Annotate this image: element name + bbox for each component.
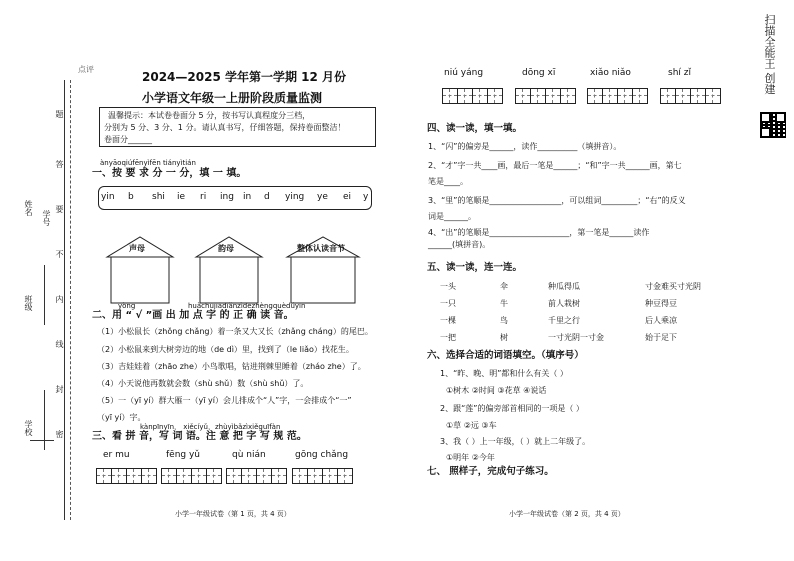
qr-code-icon <box>760 112 786 138</box>
seal-char: 密 <box>55 430 64 438</box>
q6-item: 3、我（ ）上一年级，（ ）就上二年级了。 <box>440 437 591 446</box>
grid-cell[interactable] <box>530 88 546 104</box>
seal-char: 内 <box>55 295 64 303</box>
qr-finder <box>775 112 786 123</box>
grid-cell[interactable] <box>487 88 503 104</box>
exam-subtitle: 小学语文年级一上册阶段质量监测 <box>142 91 323 105</box>
house-label: 韵母 <box>218 244 234 253</box>
notice-box <box>99 107 376 147</box>
syllable-item: in <box>243 192 252 202</box>
binding-line <box>64 80 65 520</box>
syllable-item: y <box>363 192 369 202</box>
syllable-item: ri <box>200 192 207 202</box>
binding-line-dashed <box>70 80 71 520</box>
grid-cell[interactable] <box>587 88 603 104</box>
match-cell[interactable]: 伞 <box>500 282 508 291</box>
school-line <box>44 390 45 450</box>
syllable-item: d <box>264 192 270 202</box>
scanner-watermark: 扫描全能王 创建 <box>763 14 776 95</box>
q2-pinyin: huàchūjiādiǎnzìdezhèngquèdúyīn <box>188 302 306 310</box>
q1-title: 一、按 要 求 分 一 分，填 一 填。 <box>92 168 247 179</box>
grid-cell[interactable] <box>632 88 648 104</box>
top-pinyin: xiǎo niǎo <box>590 68 631 78</box>
binding-label-class: 班级 <box>24 295 33 311</box>
q6-item: 2、跟“莲”的偏旁部首相同的一项是（ ） <box>440 404 584 413</box>
seal-char: 不 <box>55 250 64 258</box>
q6-item: ①树木 ②时间 ③花草 ④说话 <box>446 386 547 395</box>
q3-pinyin: kànpīnyīn， xiěcíyǔ，zhùyìbǎzìxiěguīfàn <box>140 423 281 431</box>
q2-item: （3）吉娃娃着（zhāo zhe）小鸟歌唱，钻进荆棘里睡着（zháo zhe）了。 <box>97 362 366 371</box>
grid-cell[interactable] <box>322 468 338 484</box>
writing-grid[interactable] <box>515 88 575 104</box>
top-pinyin: niú yáng <box>444 68 484 78</box>
grid-cell[interactable] <box>472 88 488 104</box>
grid-cell[interactable] <box>292 468 308 484</box>
q2-pinyin: yòng <box>118 302 136 310</box>
notice-line: 温馨提示：本试卷卷面分 5 分，按书写认真程度分三档， <box>108 111 311 120</box>
writing-grid[interactable] <box>226 468 286 484</box>
grid-cell[interactable] <box>307 468 323 484</box>
match-cell[interactable]: 牛 <box>500 299 508 308</box>
q2-item: （2）小松鼠来到大树旁边的地（de dì）里，找到了（le liǎo）找花生。 <box>97 345 354 354</box>
q2-item: （yī yí）字。 <box>97 413 146 422</box>
seal-char: 题 <box>55 110 64 118</box>
grid-cell[interactable] <box>206 468 222 484</box>
writing-grid[interactable] <box>587 88 647 104</box>
footer-right: 小学一年级试卷（第 2 页，共 4 页） <box>509 510 625 518</box>
grid-cell[interactable] <box>337 468 353 484</box>
grid-cell[interactable] <box>176 468 192 484</box>
syllable-item: shi <box>152 192 165 202</box>
q3-title: 三、看 拼 音，写 词 语。注 意 把 字 写 规 范。 <box>92 431 307 442</box>
syllable-bar <box>98 186 372 210</box>
grid-cell[interactable] <box>161 468 177 484</box>
q1-pinyin: ànyāoqiúfēnyìfēn tiányìtián <box>100 159 196 167</box>
seal-char: 封 <box>55 385 64 393</box>
grid-cell[interactable] <box>660 88 676 104</box>
q4-item: 4、“出”的笔顺是____________________，第一笔是______读作 <box>428 228 650 237</box>
grid-cell[interactable] <box>271 468 287 484</box>
match-cell[interactable]: 一只 <box>440 299 456 308</box>
syllable-item: ei <box>343 192 352 202</box>
seal-char: 答 <box>55 160 64 168</box>
grid-cell[interactable] <box>705 88 721 104</box>
q2-item: （5）一（yī yí）群大雁一（yī yí）会儿排成个“人”字，一会排成个“一” <box>97 396 352 405</box>
syllable-item: ing <box>220 192 234 202</box>
match-cell[interactable]: 千里之行 <box>548 316 580 325</box>
house-initials <box>105 235 175 309</box>
q3-word-pinyin: gōng chǎng <box>295 450 349 460</box>
q7-title: 七、 照样子，完成句子练习。 <box>427 466 554 477</box>
binding-label-name: 姓名 <box>24 200 33 216</box>
grid-cell[interactable] <box>545 88 561 104</box>
q4-item: 3、“里”的笔顺是__________________，可以组词_________；“右”的反义 <box>428 196 686 205</box>
q2-item: （4）小天说他再数就会数（shù shǔ）数（shù shǔ）了。 <box>97 379 309 388</box>
house-finals <box>194 235 264 309</box>
qr-finder <box>760 112 771 123</box>
grid-cell[interactable] <box>560 88 576 104</box>
q4-item: 笔是____。 <box>428 177 468 186</box>
grid-cell[interactable] <box>690 88 706 104</box>
syllable-item: ie <box>177 192 186 202</box>
grid-cell[interactable] <box>96 468 112 484</box>
grid-cell[interactable] <box>141 468 157 484</box>
grid-cell[interactable] <box>457 88 473 104</box>
syllable-item: b <box>128 192 134 202</box>
q3-word-pinyin: fēng yǔ <box>166 450 201 460</box>
writing-grid[interactable] <box>442 88 502 104</box>
q6-item: ①明年 ②今年 <box>446 453 495 462</box>
match-cell[interactable]: 一头 <box>440 282 456 291</box>
binding-label-id: 学号 <box>42 210 51 226</box>
notice-line: 分别为 5 分、3 分、1 分。请认真书写，仔细答题，保持卷面整洁！ <box>104 123 346 132</box>
q6-title: 六、选择合适的词语填空。（填序号） <box>427 350 584 361</box>
house-label: 声母 <box>129 244 145 253</box>
match-cell[interactable]: 种瓜得瓜 <box>548 282 580 291</box>
footer-left: 小学一年级试卷（第 1 页，共 4 页） <box>175 510 291 518</box>
match-cell[interactable]: 前人栽树 <box>548 299 580 308</box>
grid-cell[interactable] <box>256 468 272 484</box>
grid-cell[interactable] <box>191 468 207 484</box>
corner-mark: 点评 <box>78 65 94 74</box>
q3-word-pinyin: er mu <box>103 450 130 460</box>
match-cell[interactable]: 寸金难买寸光阴 <box>645 282 701 291</box>
q5-title: 五、读一读，连一连。 <box>427 262 523 273</box>
grid-cell[interactable] <box>226 468 242 484</box>
match-cell[interactable]: 后人乘凉 <box>645 316 677 325</box>
top-pinyin: dōng xī <box>522 68 556 78</box>
school-underline <box>30 440 54 441</box>
qr-finder <box>760 127 771 138</box>
grid-cell[interactable] <box>126 468 142 484</box>
match-cell[interactable]: 始于足下 <box>645 333 677 342</box>
match-cell[interactable]: 一把 <box>440 333 456 342</box>
q2-title: 二、用 “ √ ”画 出 加 点 字 的 正 确 读 音。 <box>92 310 294 321</box>
match-cell[interactable]: 种豆得豆 <box>645 299 677 308</box>
binding-label-school: 学校 <box>24 420 33 436</box>
seal-char: 线 <box>55 340 64 348</box>
q4-title: 四、读一读，填一填。 <box>427 123 523 134</box>
q4-item: 词是______。 <box>428 212 476 221</box>
q4-item: 2、“才”字一共____画，最后一笔是______；“和”字一共______画，第七 <box>428 161 682 170</box>
writing-grid[interactable] <box>660 88 720 104</box>
class-line <box>44 265 45 325</box>
q6-item: ①草 ②远 ③车 <box>446 421 497 430</box>
writing-grid[interactable] <box>161 468 221 484</box>
exam-title: 2024—2025 学年第一学期 12 月份 <box>142 70 347 84</box>
syllable-item: ye <box>317 192 328 202</box>
q4-item: ______(填拼音)。 <box>428 240 491 249</box>
match-cell[interactable]: 鸟 <box>500 316 508 325</box>
grid-cell[interactable] <box>602 88 618 104</box>
match-cell[interactable]: 一棵 <box>440 316 456 325</box>
syllable-item: yin <box>101 192 115 202</box>
grid-cell[interactable] <box>442 88 458 104</box>
q2-item: （1）小松鼠长（zhǒng chǎng）着一条又大又长（zhǎng cháng）的尾巴。 <box>97 327 373 336</box>
grid-cell[interactable] <box>515 88 531 104</box>
grid-cell[interactable] <box>241 468 257 484</box>
house-whole-syllables <box>285 235 361 309</box>
house-label: 整体认读音节 <box>297 244 345 253</box>
q3-word-pinyin: qù nián <box>232 450 266 460</box>
grid-cell[interactable] <box>617 88 633 104</box>
grid-cell[interactable] <box>111 468 127 484</box>
grid-cell[interactable] <box>675 88 691 104</box>
match-cell[interactable]: 一寸光阴一寸金 <box>548 333 604 342</box>
writing-grid[interactable] <box>96 468 156 484</box>
seal-char: 要 <box>55 205 64 213</box>
top-pinyin: shí zǐ <box>668 68 691 78</box>
match-cell[interactable]: 树 <box>500 333 508 342</box>
writing-grid[interactable] <box>292 468 352 484</box>
syllable-item: ying <box>285 192 305 202</box>
notice-line: 卷面分______ <box>104 135 152 144</box>
q4-item: 1、“闪”的偏旁是______，读作__________（填拼音）。 <box>428 142 622 151</box>
q6-item: 1、“昨、晚、明”都和什么有关（ ） <box>440 369 568 378</box>
